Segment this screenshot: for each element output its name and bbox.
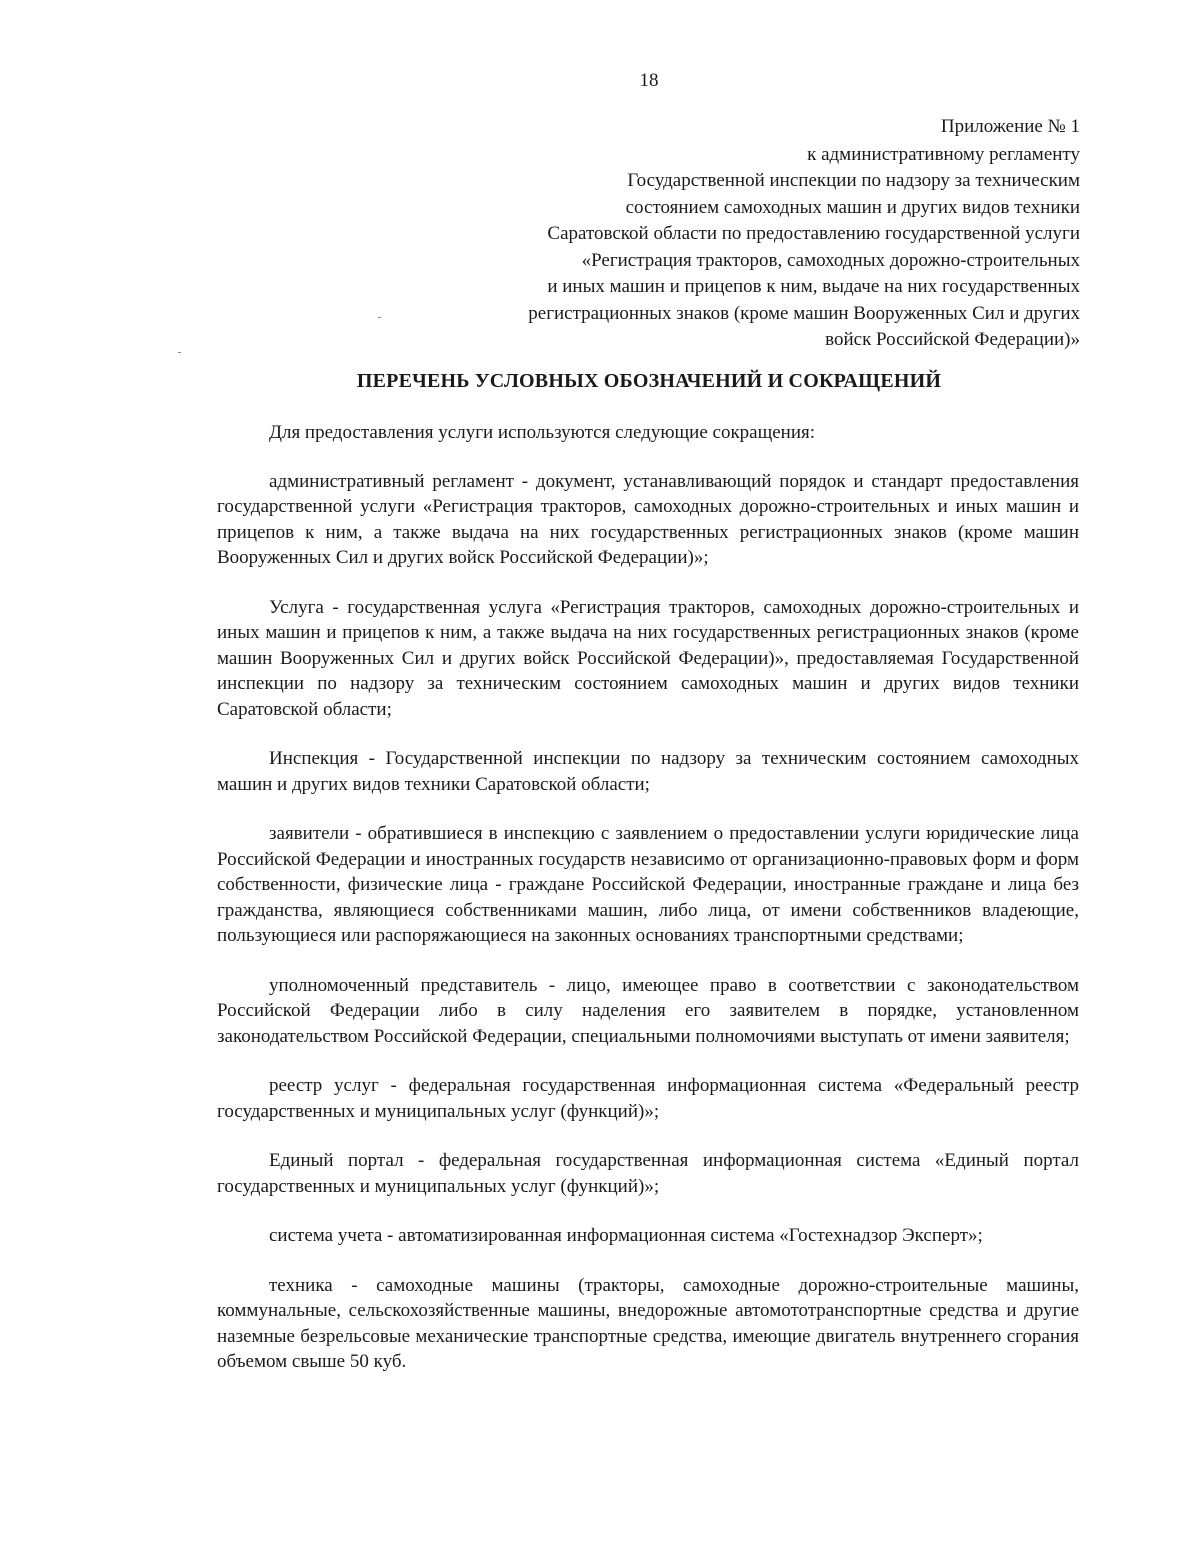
definition-paragraph: уполномоченный представитель - лицо, имеющее право в соответствии с законодательством Российской Федерации либо в силу наделения его заявителем в порядке, установленном законодательством Российской Федерации, специальными полномочиями выступать от имени заявителя; — [217, 974, 1079, 1047]
scan-speck — [178, 352, 181, 353]
document-body — [217, 420, 1079, 1399]
document-title: ПЕРЕЧЕНЬ УСЛОВНЫХ ОБОЗНАЧЕНИЙ И СОКРАЩЕНИЙ — [356, 370, 942, 392]
intro-paragraph: Для предоставления услуги используются следующие сокращения: — [269, 422, 816, 443]
appendix-header — [380, 114, 1080, 354]
definition-paragraph: система учета - автоматизированная информационная система «Гостехнадзор Эксперт»; — [269, 1225, 983, 1246]
appendix-line: и иных машин и прицепов к ним, выдаче на них государственных — [547, 276, 1080, 297]
appendix-line: Государственной инспекции по надзору за техническим — [627, 170, 1080, 191]
definition-paragraph: Единый портал - федеральная государственная информационная система «Единый портал государственных и муниципальных услуг (функций)»; — [217, 1150, 1079, 1197]
page-number: 18 — [639, 70, 659, 91]
appendix-line: Приложение № 1 — [940, 116, 1080, 137]
appendix-line: «Регистрация тракторов, самоходных дорожно-строительных — [581, 249, 1080, 271]
appendix-line: войск Российской Федерации)» — [825, 329, 1080, 350]
definition-paragraph: заявители - обратившиеся в инспекцию с заявлением о предоставлении услуги юридические лица Российской Федерации и иностранных государств независимо от организационно-правовых форм и форм собственности, физические лица - граждане Российской Федерации, иностранные граждане и лица без гражданства, являющиеся собственниками машин, либо лица, от имени собственников владеющие, пользующиеся или распоряжающиеся на законных основаниях транспортными средствами; — [217, 823, 1079, 946]
appendix-line: к административному регламенту — [807, 143, 1080, 165]
definition-paragraph: административный регламент - документ, устанавливающий порядок и стандарт предоставления государственной услуги «Регистрация тракторов, самоходных дорожно-строительных и иных машин и прицепов к ним, а также выдача на них государственных регистрационных знаков (кроме машин Вооруженных Сил и других войск Российской Федерации)»; — [217, 470, 1079, 568]
definition-paragraph: техника - самоходные машины (тракторы, самоходные дорожно-строительные машины, коммунальные, сельскохозяйственные машины, внедорожные автомототранспортные средства и другие наземные безрельсовые механические транспортные средства, имеющие двигатель внутреннего сгорания объемом свыше 50 куб. — [217, 1274, 1079, 1372]
definition-paragraph: Инспекция - Государственной инспекции по надзору за техническим состоянием самоходных машин и других видов техники Саратовской области; — [217, 748, 1079, 795]
scan-speck — [378, 317, 381, 318]
definition-paragraph: Услуга - государственная услуга «Регистрация тракторов, самоходных дорожно-строительных и иных машин и прицепов к ним, а также выдача на них государственных регистрационных знаков (кроме машин Вооруженных Сил и других войск Российской Федерации)», предоставляемая Государственной инспекции по надзору за техническим состоянием самоходных машин и других видов техники Саратовской области; — [217, 596, 1079, 720]
appendix-line: регистрационных знаков (кроме машин Вооруженных Сил и других — [528, 302, 1080, 324]
appendix-line: состоянием самоходных машин и других видов техники — [625, 196, 1080, 218]
appendix-line: Саратовской области по предоставлению государственной услуги — [547, 223, 1080, 244]
definition-paragraph: реестр услуг - федеральная государственная информационная система «Федеральный реестр государственных и муниципальных услуг (функций)»; — [217, 1075, 1079, 1122]
